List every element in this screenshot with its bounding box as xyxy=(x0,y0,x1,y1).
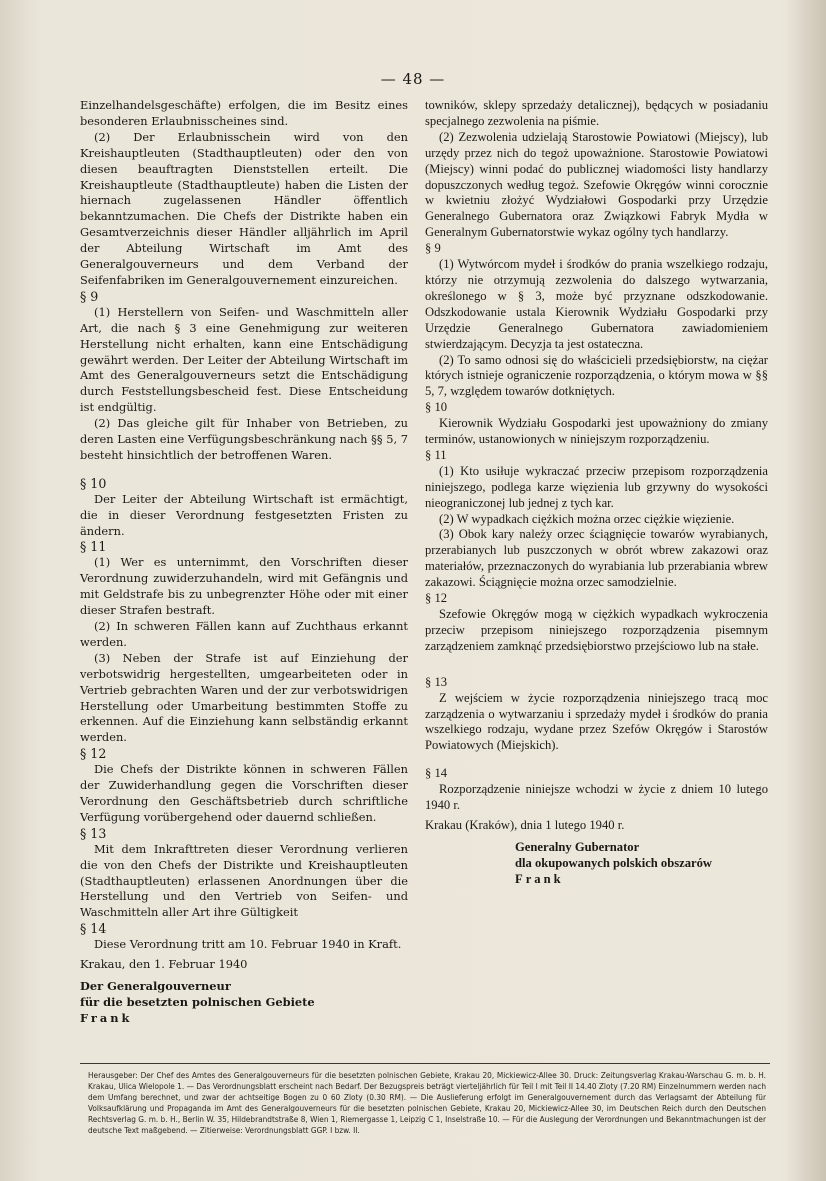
polish-section-heading: § 10 xyxy=(425,400,448,415)
german-intro-paragraph: (2) Der Erlaubnisschein wird von den Kreishauptleuten (Stadthauptleuten) oder den von diesen beauftragten Dienststellen erteilt. Die Kreishauptleute (Stadthauptleute) haben die Listen der hiernach zugelassenen Händler öffentlich bekanntzumachen. Die Chefs der Distrikte haben ein Gesamtverzeichnis dieser Händler alljährlich im April der Abteilung Wirtschaft im Amt des Generalgouverneurs und dem Verband der Seifenfabriken im Generalgouvernement einzureichen. xyxy=(80,129,408,287)
polish-section-paragraph: Rozporządzenie niniejsze wchodzi w życie z dniem 10 lutego 1940 r. xyxy=(425,782,768,813)
german-signature-name: Frank xyxy=(80,1010,133,1025)
german-section-heading: § 11 xyxy=(80,539,107,555)
polish-section-paragraph: (1) Wytwórcom mydeł i środków do prania wszelkiego rodzaju, którzy nie otrzymują zezwolenia do dalszego wytwarzania, określonego w § 3, może być przyznane odszkodowanie. Odszkodowanie ustala Kierownik Wydziału Gospodarki przy Urzędzie Generalnego Gubernatora zawiadomieniem stwierdzającym. Decyzja ta jest ostateczna. xyxy=(425,257,768,351)
german-section-paragraph: Die Chefs der Distrikte können in schweren Fällen der Zuwiderhandlung gegen die Vorschriften dieser Verordnung den Geschäftsbetrieb durch schriftliche Verfügung vorübergehend oder dauernd schließen. xyxy=(80,762,408,824)
polish-signature-name: Frank xyxy=(515,871,564,886)
polish-section-heading: § 12 xyxy=(425,591,448,606)
german-section-paragraph: (1) Wer es unternimmt, den Vorschriften dieser Verordnung zuwiderzuhandeln, wird mit Gefängnis und mit Geldstrafe bis zu unbegrenzter Höhe oder mit einer dieser Strafen bestraft. xyxy=(80,555,408,618)
polish-section-heading: § 11 xyxy=(425,447,447,462)
german-section-paragraph: (2) In schweren Fällen kann auf Zuchthaus erkannt werden. xyxy=(80,619,408,649)
polish-section-paragraph: (2) To samo odnosi się do właścicieli przedsiębiorstw, na ciężar których istnieje ograniczenie rozporządzenia, o którym mowa w §§ 5, 7, względem towarów dotkniętych. xyxy=(425,352,768,399)
german-column xyxy=(80,98,408,1027)
german-section-heading: § 13 xyxy=(80,825,107,841)
german-signature-subtitle: für die besetzten polnischen Gebiete xyxy=(80,994,315,1009)
publisher-imprint xyxy=(88,1070,766,1135)
german-section-paragraph: (2) Das gleiche gilt für Inhaber von Betrieben, zu deren Lasten eine Verfügungsbeschränkung nach §§ 5, 7 besteht hinsichtlich der betroffenen Waren. xyxy=(80,416,408,462)
german-section-heading: § 14 xyxy=(80,921,107,937)
polish-section-paragraph: Szefowie Okręgów mogą w ciężkich wypadkach wykroczenia przeciw przepisom niniejszego rozporządzenia pisemnym zarządzeniem zamknąć przedsiębiorstwo przejściowo lub na stałe. xyxy=(425,607,768,653)
german-intro-paragraph: Einzelhandelsgeschäfte) erfolgen, die im Besitz eines besonderen Erlaubnisscheines sind. xyxy=(80,98,408,128)
german-section-paragraph: Der Leiter der Abteilung Wirtschaft ist ermächtigt, die in dieser Verordnung festgesetzten Fristen zu ändern. xyxy=(80,491,408,538)
polish-section-heading: § 14 xyxy=(425,766,448,781)
polish-intro-paragraph: towników, sklepy sprzedaży detalicznej), będących w posiadaniu specjalnego zezwolenia na piśmie. xyxy=(425,98,768,128)
german-section-heading: § 12 xyxy=(80,746,107,762)
polish-signature-subtitle: dla okupowanych polskich obszarów xyxy=(515,855,713,870)
german-section-paragraph: (1) Herstellern von Seifen- und Waschmitteln aller Art, die nach § 3 eine Genehmigung zur weiteren Herstellung nicht erhalten, kann eine Entschädigung gewährt werden. Der Leiter der Abteilung Wirtschaft im Amt des Generalgouverneurs setzt die Entschädigung durch Feststellungsbescheid fest. Diese Entscheidung ist endgültig. xyxy=(80,304,408,415)
polish-date-line: Krakau (Kraków), dnia 1 lutego 1940 r. xyxy=(425,817,625,832)
page-edge-shading xyxy=(786,0,826,1181)
polish-section-heading: § 13 xyxy=(425,674,448,689)
german-section-paragraph: Diese Verordnung tritt am 10. Februar 1940 in Kraft. xyxy=(94,937,402,952)
imprint-text: Herausgeber: Der Chef des Amtes des Generalgouverneurs für die besetzten polnischen Gebiete, Krakau 20, Mickiewicz-Allee 30. Druck: Zeitungsverlag Krakau-Warschau G. m. b. H. Krakau, Ulica Wielopole 1. — Das Verordnungsblatt erscheint nach Bedarf. Der Bezugspreis beträgt vierteljährlich für Teil I mit Teil II 14.40 Zloty (7.20 RM) Einzelnummern werden nach dem Umfang berechnet, und zwar der achtseitige Bogen zu 0 60 Zloty (0.30 RM). — Die Auslieferung erfolgt im Generalgouvernement durch das Verlagsamt der Abteilung für Volksaufklärung und Propaganda im Amt des Generalgouverneurs für die besetzten polnischen Gebiete, Krakau 20, Mickiewicz-Allee 30, im Deutschen Reich durch den Deutschen Rechtsverlag G. m. b. H., Berlin W. 35, Hildebrandtstraße 8, Wien 1, Riemergasse 1, Leipzig C 1, Inselstraße 10. — Für die Auslegung der Verordnungen und Bekanntmachungen ist der deutsche Text maßgebend. — Zitierweise: Verordnungsblatt GGP. I bzw. II. xyxy=(88,1070,766,1135)
polish-column xyxy=(425,98,768,888)
german-date-line: Krakau, den 1. Februar 1940 xyxy=(80,957,248,972)
footer-divider xyxy=(80,1063,770,1064)
german-section-paragraph: Mit dem Inkrafttreten dieser Verordnung verlieren die von den Chefs der Distrikte und Kreishauptleuten (Stadthauptleuten) erlassenen Anordnungen über die Herstellung und den Vertrieb von Seifen- und Waschmitteln aller Art ihre Gültigkeit xyxy=(80,841,408,920)
polish-section-paragraph: (3) Obok kary należy orzec ściągnięcie towarów wyrabianych, przerabianych lub puszczonych w obrót wbrew zakazowi oraz materiałów, przeznaczonych do wyrabiania lub przerabiania wbrew zakazowi. Ściągnięcie można orzec samodzielnie. xyxy=(425,527,768,590)
german-section-heading: § 10 xyxy=(80,475,107,491)
polish-section-paragraph: Z wejściem w życie rozporządzenia niniejszego tracą moc zarządzenia o wytwarzaniu i sprzedaży mydeł i środków do prania wszelkiego rodzaju, wydane przez Szefów Okręgów i Starostów Powiatowych (Miejskich). xyxy=(425,690,768,753)
polish-intro-paragraph: (2) Zezwolenia udzielają Starostowie Powiatowi (Miejscy), lub urzędy przez nich do tegoż upoważnione. Starostowie Powiatowi (Miejscy) winni podać do publicznej wiadomości listy handlarzy dopuszczonych według tegoż. Szefowie Okręgów winni corocznie w kwietniu złożyć Wydziałowi Gospodarki przy Urzędzie Generalnego Gubernatora oraz Związkowi Fabryk Mydła w Generalnym Gubernatorstwie wykaz ogólny tych handlarzy. xyxy=(425,129,768,240)
german-section-paragraph: (3) Neben der Strafe ist auf Einziehung der verbotswidrig hergestellten, umgearbeiteten oder in Vertrieb gebrachten Waren und der zur verbotswidrigen Herstellung oder Umarbeitung bestimmten Stoffe zu erkennen. Auf die Einziehung kann selbständig erkannt werden. xyxy=(80,650,408,745)
polish-section-paragraph: Kierownik Wydziału Gospodarki jest upoważniony do zmiany terminów, ustanowionych w niniejszym rozporządzeniu. xyxy=(425,416,768,447)
polish-section-heading: § 9 xyxy=(425,241,441,256)
german-section-heading: § 9 xyxy=(80,288,99,304)
polish-section-paragraph: (2) W wypadkach ciężkich można orzec ciężkie więzienie. xyxy=(439,511,735,526)
polish-signature-title: Generalny Gubernator xyxy=(515,839,640,854)
polish-section-paragraph: (1) Kto usiłuje wykraczać przeciw przepisom rozporządzenia niniejszego, podlega karze więzienia lub grzywny do wysokości nieograniczonej lub jednej z tych kar. xyxy=(425,463,768,510)
german-signature-title: Der Generalgouverneur xyxy=(80,978,231,993)
page-number: — 48 — xyxy=(380,70,446,88)
